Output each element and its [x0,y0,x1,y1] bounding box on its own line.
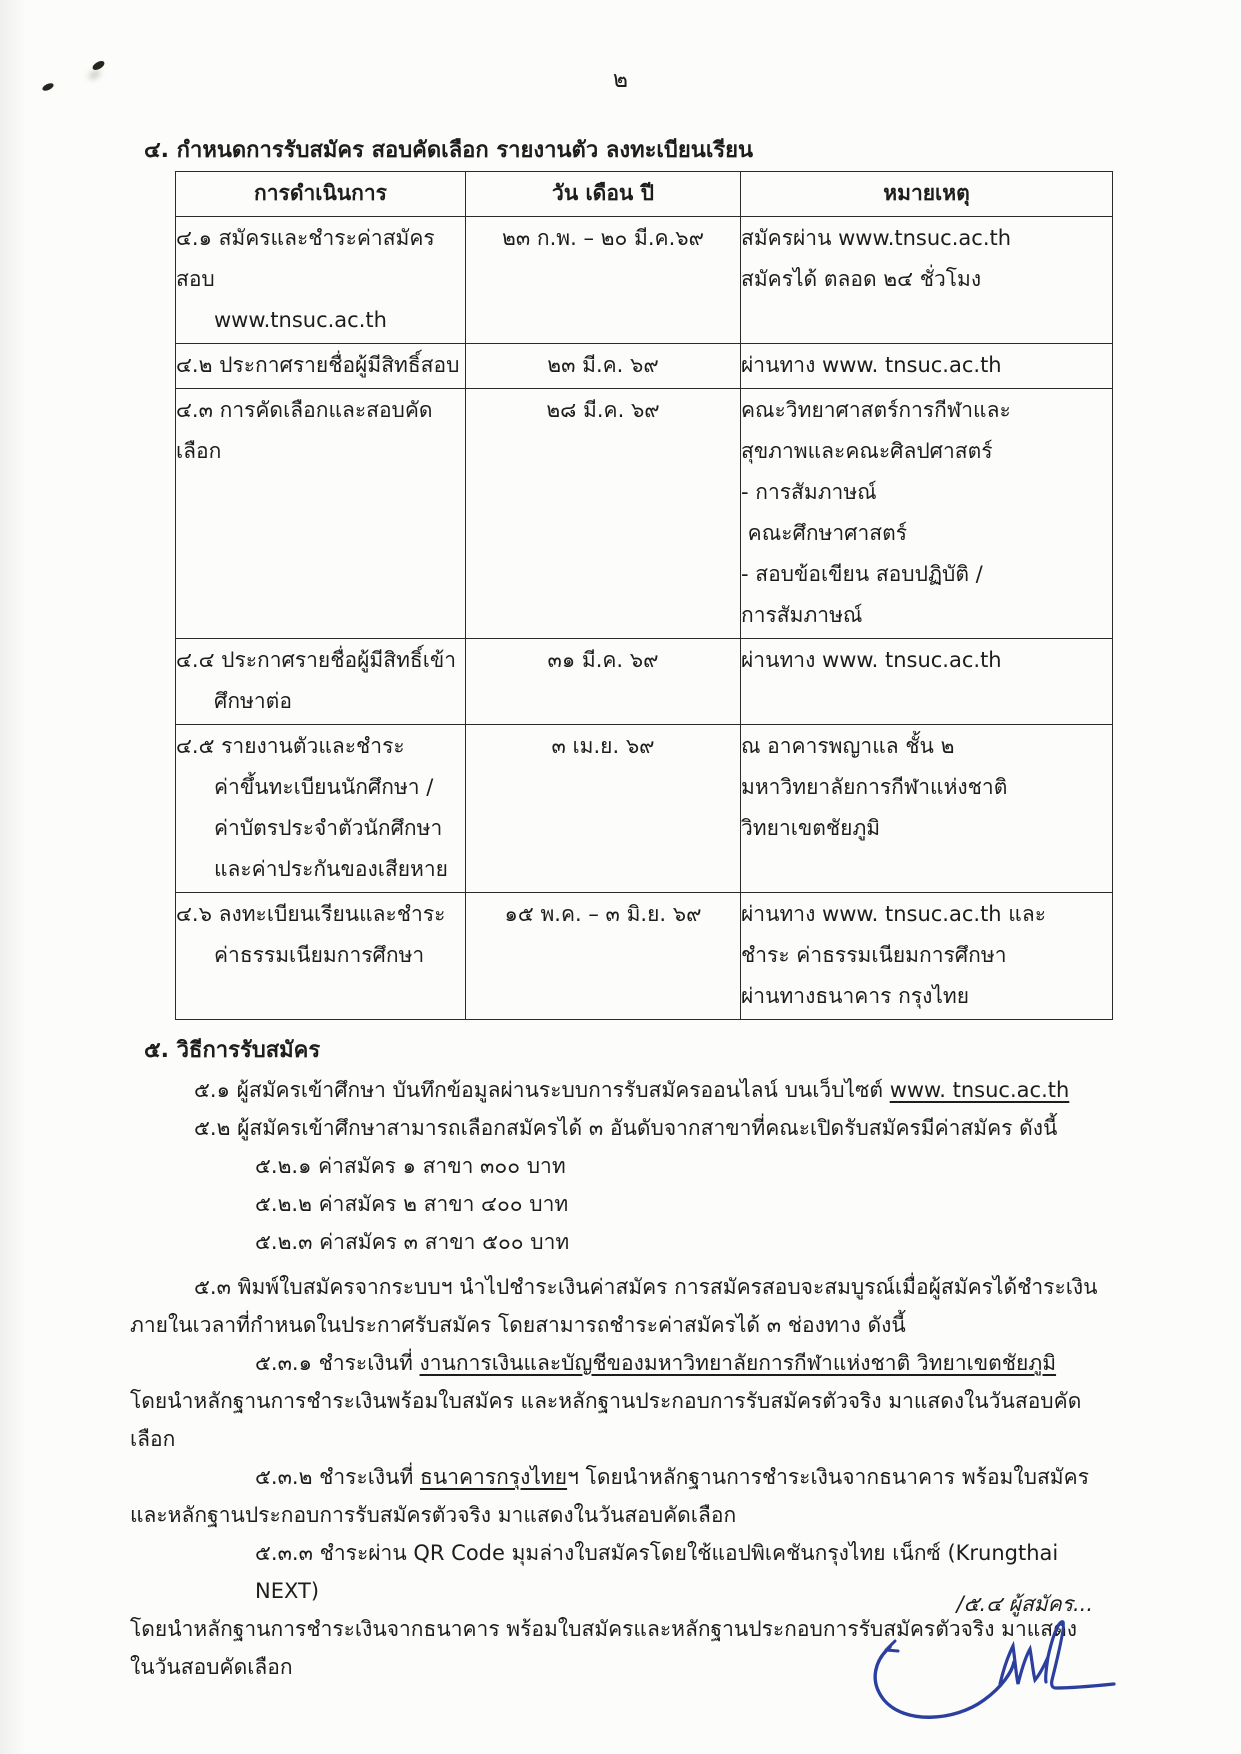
text-segment: ๕.๓.๓ ชำระผ่าน QR Code มุมล่างใบสมัครโดยใช้แอปพิเคชันกรุงไทย เน็กซ์ (Krungthai NEXT) [255,1540,1059,1603]
underlined-text: ธนาคารกรุงไทย [420,1464,568,1489]
paragraph-line [255,1185,1120,1223]
document-content [130,136,1120,1686]
paragraph-line [130,1496,1120,1534]
activity-cell [176,216,466,343]
remark-line: ชำระ ค่าธรรมเนียมการศึกษา [741,942,1007,967]
remark-cell [741,638,1113,724]
text-segment: ๕.๒.๑ ค่าสมัคร ๑ สาขา ๓๐๐ บาท [255,1153,566,1178]
date-cell: ๑๕ พ.ค. – ๓ มิ.ย. ๖๙ [466,892,741,1019]
remark-line: สมัครได้ ตลอด ๒๔ ชั่วโมง [741,266,982,291]
activity-line: และค่าประกันของเสียหาย [214,856,448,881]
paragraph-line [194,1071,1120,1109]
text-segment: ๕.๒.๒ ค่าสมัคร ๒ สาขา ๔๐๐ บาท [255,1191,569,1216]
activity-line: ๔.๕ รายงานตัวและชำระ [176,733,405,758]
underlined-text: www. tnsuc.ac.th [889,1077,1070,1102]
date-cell: ๒๓ มี.ค. ๖๙ [466,343,741,388]
text-segment: ภายในเวลาที่กำหนดในประกาศรับสมัคร โดยสามารถชำระค่าสมัครได้ ๓ ช่องทาง ดังนี้ [130,1312,906,1337]
table-row [176,388,1113,638]
text-segment: ๕.๒.๓ ค่าสมัคร ๓ สาขา ๕๐๐ บาท [255,1229,570,1254]
remark-line: คณะวิทยาศาสตร์การกีฬาและ [741,397,1011,422]
text-segment: โดยนำหลักฐานการชำระเงินจากธนาคาร พร้อมใบสมัครและหลักฐานประกอบการรับสมัครตัวจริง มาแสดง [130,1616,1078,1641]
column-header-remark: หมายเหตุ [741,171,1113,216]
activity-cell [176,343,466,388]
activity-line: ๔.๑ สมัครและชำระค่าสมัครสอบ [176,225,435,291]
activity-cell [176,638,466,724]
activity-cell [176,724,466,892]
paragraph-line [255,1344,1120,1382]
text-segment: ในวันสอบคัดเลือก [130,1654,293,1679]
table-row [176,216,1113,343]
schedule-table-body [176,216,1113,1019]
text-segment: ฯ โดยนำหลักฐานการชำระเงินจากธนาคาร พร้อมใบสมัคร [567,1464,1089,1489]
remark-line: ผ่านทาง www. tnsuc.ac.th และ [741,901,1046,926]
paragraph-line [194,1268,1120,1306]
signature-icon [862,1612,1122,1737]
remark-cell [741,724,1113,892]
column-header-activity: การดำเนินการ [176,171,466,216]
table-row [176,724,1113,892]
table-row [176,638,1113,724]
text-segment: โดยนำหลักฐานการชำระเงินพร้อมใบสมัคร และหลักฐานประกอบการรับสมัครตัวจริง มาแสดงในวันสอบคัดเลือก [130,1388,1082,1451]
text-segment: ๕.๑ ผู้สมัครเข้าศึกษา บันทึกข้อมูลผ่านระบบการรับสมัครออนไลน์ บนเว็บไซต์ [194,1077,890,1102]
activity-line: ๔.๔ ประกาศรายชื่อผู้มีสิทธิ์เข้า [176,647,457,672]
date-cell: ๒๘ มี.ค. ๖๙ [466,388,741,638]
activity-line: ค่าขึ้นทะเบียนนักศึกษา / [214,774,434,799]
continuation-note: /๕.๔ ผู้สมัคร... [956,1592,1093,1616]
paragraph-line [255,1223,1120,1261]
activity-line: ค่าบัตรประจำตัวนักศึกษา [214,815,443,840]
activity-cell [176,892,466,1019]
remark-cell [741,343,1113,388]
remark-line: สมัครผ่าน www.tnsuc.ac.th [741,225,1012,250]
activity-line: ๔.๒ ประกาศรายชื่อผู้มีสิทธิ์สอบ [176,352,460,377]
text-segment: และหลักฐานประกอบการรับสมัครตัวจริง มาแสดงในวันสอบคัดเลือก [130,1502,737,1527]
remark-line: การสัมภาษณ์ [741,602,863,627]
section4-heading: ๔. กำหนดการรับสมัคร สอบคัดเลือก รายงานตัว ลงทะเบียนเรียน [144,138,754,163]
paragraph-line [255,1147,1120,1185]
remark-line: - การสัมภาษณ์ [741,479,877,504]
remark-line: - สอบข้อเขียน สอบปฏิบัติ / [741,561,983,586]
section5-heading: ๕. วิธีการรับสมัคร [144,1037,321,1063]
remark-cell [741,216,1113,343]
text-segment: ๕.๓.๑ ชำระเงินที่ [255,1350,420,1375]
date-cell: ๒๓ ก.พ. – ๒๐ มี.ค.๖๙ [466,216,741,343]
remark-line: สุขภาพและคณะศิลปศาสตร์ [741,438,993,463]
remark-line: ผ่านทางธนาคาร กรุงไทย [741,983,970,1008]
activity-line: www.tnsuc.ac.th [214,307,387,332]
activity-line: ๔.๓ การคัดเลือกและสอบคัดเลือก [176,397,433,463]
text-segment: ๕.๒ ผู้สมัครเข้าศึกษาสามารถเลือกสมัครได้ ๓ อันดับจากสาขาที่คณะเปิดรับสมัครมีค่าสมัคร ดังนี้ [194,1115,1058,1140]
paragraph-line [194,1109,1120,1147]
remark-line: วิทยาเขตชัยภูมิ [741,815,881,840]
remark-line: ณ อาคารพญาแล ชั้น ๒ [741,733,955,758]
activity-line: ค่าธรรมเนียมการศึกษา [214,942,425,967]
date-cell: ๓ เม.ย. ๖๙ [466,724,741,892]
schedule-table [175,171,1113,1020]
activity-cell [176,388,466,638]
table-row [176,892,1113,1019]
date-cell: ๓๑ มี.ค. ๖๙ [466,638,741,724]
paragraph-line [130,1306,1120,1344]
column-header-date: วัน เดือน ปี [466,171,741,216]
table-header-row [176,171,1113,216]
table-row [176,343,1113,388]
paragraph-line [130,1382,1120,1458]
remark-cell [741,892,1113,1019]
text-segment: ๕.๓.๒ ชำระเงินที่ [255,1464,421,1489]
activity-line: ศึกษาต่อ [214,688,292,713]
paragraph-line [255,1458,1120,1496]
remark-line: ผ่านทาง www. tnsuc.ac.th [741,647,1002,672]
remark-line: ผ่านทาง www. tnsuc.ac.th [741,352,1002,377]
remark-cell [741,388,1113,638]
text-segment: ๕.๓ พิมพ์ใบสมัครจากระบบฯ นำไปชำระเงินค่าสมัคร การสมัครสอบจะสมบูรณ์เมื่อผู้สมัครได้ชำระเงิน [194,1274,1098,1299]
page-number: ๒ [612,67,629,93]
remark-line: มหาวิทยาลัยการกีฬาแห่งชาติ [741,774,1008,799]
activity-line: ๔.๖ ลงทะเบียนเรียนและชำระ [176,901,446,926]
underlined-text: งานการเงินและบัญชีของมหาวิทยาลัยการกีฬาแห่งชาติ วิทยาเขตชัยภูมิ [419,1350,1057,1375]
remark-line: คณะศึกษาศาสตร์ [741,520,908,545]
